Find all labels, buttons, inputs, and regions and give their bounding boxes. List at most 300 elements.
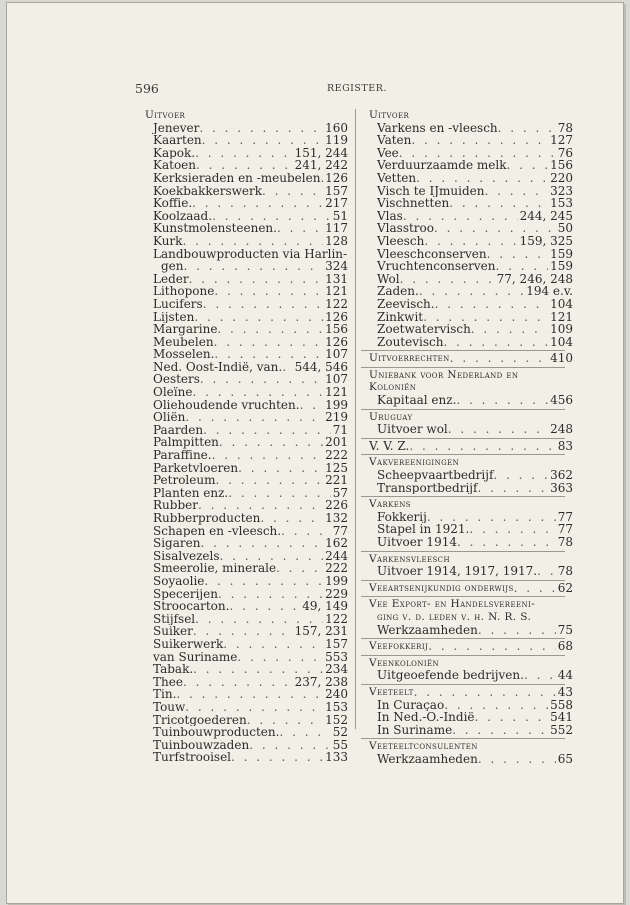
entry-term: Vleeschconserven [377,247,487,261]
entry-term: Suiker [153,625,193,638]
entry-pages: 51 [332,209,348,223]
dot-leader [424,235,517,248]
dot-leader [215,474,323,487]
entry-term: Ned. Oost-Indië, van. [153,360,283,374]
dot-leader [200,373,323,386]
entry-pages: 122 [325,297,348,311]
index-entry [369,482,573,495]
index-entry [369,134,573,147]
index-entry [369,536,573,549]
entry-term: Rubber [153,499,198,512]
entry-pages: 52 [332,726,348,739]
page-header [135,81,547,99]
section-rule [361,638,565,639]
entry-term: Oliën [153,411,186,424]
index-entry [145,298,348,311]
index-entry: Werkzaamheden . . . 65 [369,753,573,766]
entry-pages: 199 [325,574,348,588]
section-heading-veeteeltconsulenten: Veeteeltconsulenten [369,740,478,753]
entry-pages: 153 [325,700,348,714]
index-entry [369,298,573,311]
section-heading-uitvoer-continued: Uitvoer [369,109,410,121]
dot-leader [487,248,549,261]
dot-leader [231,751,323,764]
dot-leader [247,714,323,727]
dot-leader [229,600,300,613]
column-divider [355,109,356,729]
entry-term: Uitvoer 1914 [377,536,457,549]
entry-pages: 160 [325,121,348,135]
entry-pages: 117 [325,222,348,235]
dot-leader [217,323,323,336]
entry-term: Meubelen [153,335,214,349]
index-entry [369,724,573,737]
dot-leader [194,311,323,324]
entry-term: Oesters [153,373,200,387]
entry-term: Tin. [153,688,177,701]
index-entry [369,260,573,273]
entry-term: Zaden. [377,285,419,298]
dot-leader [276,562,323,575]
section-rule [361,596,565,597]
dot-leader [443,336,548,349]
entry-pages: 552 [550,723,573,737]
index-entry [369,323,573,336]
index-entry [145,172,348,185]
dot-leader [435,298,549,311]
entry-term: Lucifers [153,297,203,311]
entry-pages: 219 [325,411,348,424]
index-entry [145,588,348,601]
entry-term: Vee [377,146,399,160]
entry-term: Jenever [153,121,200,135]
entry-pages: 77 [557,510,573,524]
dot-leader [219,436,323,449]
index-entry [369,511,573,524]
index-entry [145,701,348,714]
entry-pages: 156 [550,159,573,172]
entry-pages: 57 [332,486,348,500]
index-entry [369,469,573,482]
entry-pages: 221 [325,474,348,487]
entry-term: Zinkwit [377,310,424,324]
index-entry [145,159,348,172]
index-entry [145,613,348,626]
dot-leader [496,260,549,273]
index-entry [369,210,573,223]
dot-leader [176,688,323,701]
index-entry [145,323,348,336]
dot-leader [281,525,331,538]
index-entry [145,676,348,689]
index-entry [145,449,348,462]
entry-term: Specerijen [153,587,218,601]
entry-term: Palmpitten [153,436,219,450]
index-entry [145,336,348,349]
entry-term: Turfstrooisel [153,751,232,764]
section-heading-varkensvleesch: Varkensvleesch [369,552,450,565]
index-entry: Uitgeoefende bedrijven. . . . 44 [369,669,573,682]
entry-term: Kunstmolensteenen. [153,222,277,235]
entry-term: Katoen [153,159,196,172]
index-entry [145,499,348,512]
dot-leader [260,512,323,525]
section-rule [361,367,565,368]
section-rule [361,496,565,497]
dot-leader [204,575,323,588]
index-entry [145,273,348,286]
section-heading-uniebank: Uniebank voor Nederland en [369,368,519,381]
entry-term: Sigaren [153,537,201,550]
entry-pages: 151, 244 [294,146,348,160]
entry-term: Koekbakkerswerk [153,184,262,198]
entry-pages: 107 [325,348,348,361]
entry-term: Touw [153,700,186,714]
dot-leader [400,273,495,286]
index-entry [369,147,573,160]
section-heading-varkens: Varkens [369,498,411,511]
index-entry-wrapped: Landbouwproducten via Harlin- [153,246,348,261]
entry-pages: 323 [550,184,573,198]
dot-leader [444,699,548,712]
index-entry [145,222,348,235]
entry-term: Zeevisch. [377,297,435,311]
entry-term: Mosselen. [153,348,215,361]
dot-leader [457,536,556,549]
entry-pages: 159 [550,260,573,273]
entry-pages: 78 [557,121,573,135]
dot-leader [449,197,548,210]
entry-term: Stroocarton. [153,600,230,613]
index-entry [369,285,573,298]
entry-term: In Suriname [377,723,453,737]
entry-pages: 553 [325,650,348,664]
section-rule [361,684,565,685]
entry-pages: 363 [550,481,573,495]
entry-pages: 194 e.v. [526,285,573,298]
index-entry [145,411,348,424]
index-entry: Kapitaal enz. . . . 456 [369,394,573,407]
index-entry-veeartsenijkundig: Veeartsenijkundig onderwijs . . . 62 [369,582,573,595]
index-entry [145,600,348,613]
index-entry [369,122,573,135]
entry-pages: 126 [325,171,348,185]
entry-pages: 104 [550,335,573,349]
entry-pages: 541 [550,711,573,724]
index-entry [145,575,348,588]
index-entry [145,562,348,575]
index-entry [369,711,573,724]
entry-term: Koffie. [153,197,193,210]
entry-pages: 131 [325,272,348,286]
index-entry [369,159,573,172]
entry-pages: 159, 325 [519,234,573,248]
dot-leader [427,511,556,524]
index-entry [145,134,348,147]
dot-leader [223,638,323,651]
index-entry [145,751,348,764]
dot-leader [262,185,323,198]
dot-leader [183,676,293,689]
entry-term: Kapok. [153,146,196,160]
index-entry [145,361,348,374]
index-entry [369,185,573,198]
entry-pages: 244 [325,549,348,563]
section-heading-uruguay: Uruguay [369,410,413,423]
index-entry: Uitvoer wol . . . 248 [369,423,573,436]
section-rule [361,350,565,351]
entry-term: Soyaolie [153,574,205,588]
index-entry-wrapped-cont: gen . . . 324 [145,260,348,273]
entry-pages: 152 [325,713,348,727]
entry-term: Verduurzaamde melk [377,159,507,172]
index-entry: Uitvoer 1914, 1917, 1917. . . . 78 [369,565,573,578]
entry-term: Lijsten [153,310,195,324]
entry-pages: 362 [550,469,573,482]
section-heading-vee-export: Vee Export- en Handelsvereeni- [369,598,536,611]
index-entry [145,537,348,550]
dot-leader [423,311,548,324]
dot-leader [203,424,331,437]
entry-pages: 104 [550,297,573,311]
entry-pages: 226 [325,499,348,512]
index-entry [145,399,348,412]
entry-pages: 217 [325,197,348,210]
entry-pages: 544, 546 [294,360,348,374]
dot-leader [214,348,323,361]
entry-pages: 220 [550,171,573,185]
entry-term: Lithopone [153,285,215,298]
entry-pages: 125 [325,461,348,475]
entry-pages: 121 [550,310,573,324]
index-entry [145,663,348,676]
page-number: 596 [135,81,159,96]
entry-pages: 127 [550,134,573,147]
dot-leader [419,285,524,298]
entry-term: Wol [377,272,400,286]
entry-pages: 234 [325,663,348,676]
dot-leader [198,499,323,512]
entry-term: Koolzaad. [153,209,213,223]
dot-leader [477,482,548,495]
dot-leader [282,361,292,374]
dot-leader [506,159,548,172]
index-entry [145,197,348,210]
dot-leader [200,537,323,550]
index-entry [145,311,348,324]
entry-term: Vleesch [377,234,425,248]
index-entry [145,424,348,437]
dot-leader [237,651,323,664]
section-rule [361,738,565,739]
index-entry [369,235,573,248]
entry-pages: 126 [325,310,348,324]
dot-leader [416,172,548,185]
entry-term: Parketvloeren [153,461,239,475]
dot-leader [214,336,324,349]
dot-leader [195,613,323,626]
index-entry [145,285,348,298]
entry-term: Paraffine. [153,449,212,462]
entry-pages: 157, 231 [294,625,348,638]
entry-term: Varkens en -vleesch [377,121,498,135]
dot-leader [277,222,323,235]
entry-pages: 222 [325,562,348,575]
index-entry [145,348,348,361]
entry-pages: 156 [325,323,348,336]
entry-term: Kerksieraden en -meubelen [153,171,321,185]
index-entry [369,523,573,536]
dot-leader [214,285,323,298]
entry-term: Tuinbouwzaden [153,738,250,752]
index-entry: Werkzaamheden . . . 75 [369,624,573,637]
entry-pages: 157 [325,184,348,198]
entry-pages: 77, 246, 248 [496,272,573,286]
entry-term: Thee [153,675,183,689]
index-entry [145,373,348,386]
entry-pages: 133 [325,751,348,764]
index-column-left [145,109,348,764]
index-entry [369,172,573,185]
index-entry [369,248,573,261]
entry-pages: 128 [325,234,348,248]
index-entry [145,651,348,664]
index-column-right [369,109,573,766]
section-heading-uniebank-cont: Koloniën [369,381,417,394]
entry-pages: 121 [325,285,348,298]
entry-pages: 49, 149 [302,600,348,613]
index-entry [145,185,348,198]
entry-pages: 241, 242 [294,159,348,172]
dot-leader [249,739,331,752]
section-rule [361,438,565,439]
dot-leader [193,625,293,638]
entry-pages: 222 [325,449,348,462]
entry-term: Stapel in 1921. [377,523,470,536]
entry-pages: 122 [325,612,348,626]
dot-leader [471,323,548,336]
entry-term: In Ned.-O.-Indië [377,711,475,724]
dot-leader [469,523,555,536]
section-rule [361,551,565,552]
dot-leader [220,550,324,563]
dot-leader [300,399,324,412]
index-entry [145,210,348,223]
entry-term: Suikerwerk [153,637,224,651]
index-entry [145,726,348,739]
dot-leader [193,663,323,676]
section-heading-uitvoer: Uitvoer [145,109,186,121]
dot-leader [196,159,293,172]
dot-leader [498,122,556,135]
entry-term: Leder [153,272,189,286]
dot-leader [493,469,548,482]
dot-leader [452,724,548,737]
index-entry [145,386,348,399]
dot-leader [434,222,556,235]
entry-pages: 237, 238 [294,675,348,689]
index-entry-veeteelt: Veeteelt . . . 43 [369,686,573,699]
entry-term: In Curaçao [377,698,445,712]
section-rule [361,409,565,410]
entry-pages: 50 [557,222,573,235]
index-entry [145,525,348,538]
index-entry [369,699,573,712]
entry-term: Petroleum [153,474,216,487]
entry-term: Zoetwatervisch [377,323,471,336]
entry-term: Vischnetten [377,197,450,210]
entry-term: Margarine [153,323,218,336]
entry-pages: 77 [332,524,348,538]
book-page [6,2,624,904]
dot-leader [238,462,323,475]
entry-pages: 240 [325,688,348,701]
dot-leader [192,386,323,399]
entry-pages: 71 [332,423,348,437]
entry-term: Oliehoudende vruchten. [153,398,300,412]
index-entry [145,474,348,487]
entry-term: Rubberproducten [153,512,261,525]
index-entry [145,688,348,701]
entry-pages: 121 [325,386,348,399]
entry-pages: 244, 245 [519,209,573,223]
entry-term: Tricotgoederen [153,713,247,727]
dot-leader [203,298,323,311]
dot-leader [399,147,556,160]
entry-pages: 157 [325,637,348,651]
entry-term: Kaarten [153,134,202,147]
index-entry [369,311,573,324]
entry-pages: 201 [325,436,348,450]
entry-term: Vetten [377,171,417,185]
entry-pages: 229 [325,587,348,601]
dot-leader [202,134,323,147]
entry-pages: 199 [325,398,348,412]
index-entry [369,197,573,210]
entry-pages: 126 [325,335,348,349]
entry-term: Vlasstroo [377,222,434,235]
dot-leader [218,588,323,601]
entry-pages: 162 [325,537,348,550]
index-entry [145,714,348,727]
entry-term: Zoutevisch [377,335,444,349]
entry-term: Vlas [377,209,403,223]
entry-term: Vaten [377,134,412,147]
index-entry [145,147,348,160]
index-entry-uitvoerrechten: Uitvoerrechten . . . 410 [369,352,573,365]
dot-leader [279,726,330,739]
dot-leader [475,711,549,724]
entry-pages: 558 [550,698,573,712]
entry-term: Vruchtenconserven [377,260,496,273]
index-entry [145,638,348,651]
entry-term: Smeerolie, minerale [153,562,277,575]
dot-leader [403,210,518,223]
index-entry [145,436,348,449]
running-title: REGISTER. [327,83,387,94]
section-rule [361,454,565,455]
dot-leader [185,411,323,424]
entry-term: van Suriname [153,650,238,664]
entry-pages: 153 [550,197,573,210]
index-entry-vvz: V. V. Z. . . . 83 [369,440,573,453]
index-entry [369,336,573,349]
index-entry [145,739,348,752]
entry-term: Transportbedrijf [377,481,478,495]
index-entry [369,222,573,235]
entry-pages: 78 [557,536,573,549]
index-entry [145,550,348,563]
